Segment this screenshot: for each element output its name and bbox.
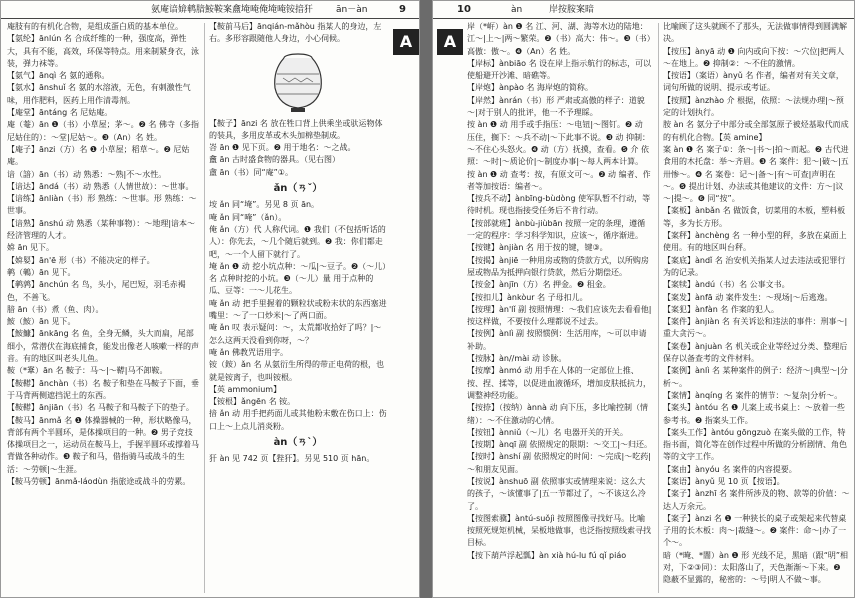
entry: 比喻顾了这头就顾不了那头，无法做事情得到圆满解决。 <box>663 22 847 44</box>
entry: 【案情】ànqíng 名 案件的情节：～复杂|分析～。 <box>663 390 843 400</box>
entry: 垵 ǎn 同“埯”。另见 8 页 ān。 <box>209 200 320 210</box>
entry: 【岸炮】ànpào 名 海岸炮的简称。 <box>467 83 593 93</box>
section-heading: àn（ㄢˋ） <box>273 437 323 449</box>
entry: 【鞍鞯】ānjiān（书）名 马鞍子和马鞍子下的垫子。 <box>7 403 194 413</box>
entry: 【案头】àntóu 名 ❶ 儿案上或书桌上：～放着一些参考书。❷ 指案头工作。 <box>663 403 845 425</box>
entry: 【案件】ànjiàn 名 有关诉讼和违法的事件：刑事～|重大贪污～。 <box>663 317 848 339</box>
left-page-number: 9 <box>399 4 406 15</box>
right-header-chars: 岸按胺案暗 <box>549 5 595 15</box>
left-page <box>0 0 420 598</box>
right-page-number: 10 <box>457 4 471 15</box>
entry: 【按说】ànshuō 副 依照事实或情理来说：这么大的孩子，～该懂事了|五一节都过了，～不该这么冷了。 <box>467 476 646 511</box>
entry: 【英 ammonium】 <box>209 384 282 394</box>
entry: 庵肢有的有机化合物，是组成蛋白质的基本单位。 <box>7 22 183 31</box>
entry: 【鞍鞯】ānchàn（书）名 鞍子和垫在马鞍子下面，垂于马背两侧遮挡泥土的东西。 <box>7 378 199 400</box>
entry: 【氨纶】ānlún 名 合成纤维的一种，强度高，弹性大，具有不能，高效，环保等特点。用来制紧身衣，泳装，弹力袜等。 <box>7 34 199 68</box>
entry: 【按理】àn'lǐ 副 按照情理：～我们应该先去看看他|按这样做，不要按什么理都说不过去。 <box>467 304 652 327</box>
right-column-1 <box>467 21 653 597</box>
entry: 【案秤】ànchèng 名 一种小型的秤，多放在桌面上使用。有的地区叫台秤。 <box>663 231 847 253</box>
entry: 【氨水】ānshuǐ 名 氨的水溶液，无色，有刺激性气味，用作肥料，医药上用作清毒剂。 <box>7 83 191 105</box>
entry: 【按兵不动】ànbīng-bùdòng 使军队暂不行动，等待时机。现也指接受任务后不肯行动。 <box>467 194 651 216</box>
left-header-chars: 氨庵谙媕鹌腤鮟鞍案盫埯唵俺埯唵铵揞犴 <box>151 5 314 15</box>
letter-tab: A <box>393 29 419 55</box>
entry: 犴 àn 见 742 页【狴犴】。另见 510 页 hān。 <box>209 454 375 464</box>
entry: 唵 ǎn 同“唵”（ǎn）。 <box>209 212 287 222</box>
left-column-2 <box>209 21 387 597</box>
left-header-pinyin: ān－àn <box>336 5 368 15</box>
entry: 庵（菴）ān ❶（书）小草屋；茅～。❷ 名 佛寺（多指尼姑住的）：～堂|尼姑～。❸（An）名 姓。 <box>7 120 199 142</box>
entry: 【案底】àndǐ 名 治安机关指某人过去违法或犯罪行为的记录。 <box>663 255 846 277</box>
entry: 【按照】ànzhào 介 根据，依照：～法规办理|～预定的计划执行。 <box>663 95 844 118</box>
entry: 鹌（鵪）ān 见下。 <box>7 267 76 277</box>
column-divider <box>658 23 659 593</box>
book-gutter <box>420 0 432 598</box>
entry: 【按键】ànjiàn 名 用于按的键，键③。 <box>467 243 608 253</box>
entry: 盦 ān（书）同“庵”①。 <box>209 167 293 177</box>
entry: 【案子】ànzi 名 ❶ 一种狭长的桌子或架起来代替桌子用的长木板：肉～|裁缝～。❷ 案件：命～|办了一个～。 <box>663 513 847 548</box>
entry: 【案犯】ànfàn 名 作案的犯人。 <box>663 304 779 314</box>
left-column-1 <box>7 21 199 597</box>
entry: 鞍（*鞌）ān 名 鞍子：马～|～鞯|马不卸鞍。 <box>7 366 168 376</box>
entry: 按 àn ❶ 动 用手或手指压：～电钮|～图钉。❷ 动 压住，搁下：～兵不动|～下此事不说。❸ 动 抑制：～不住心头怒火。❹ 动（方）抚摸，查看。❺ 介 依照：～时|～质论价|～制度办事|～每人两本计算。 <box>467 120 650 167</box>
entry: 【鞍马劳顿】ānmǎ-láodùn 指旅途或战斗的劳累。 <box>7 476 191 486</box>
entry: 【按金】ànjīn（方）名 押金。❷ 租金。 <box>467 280 611 290</box>
entry: 【岸然】ànrán（书）形 严肃或高傲的样子：道貌～|对于别人的批评，他一不予理睬。 <box>467 95 645 118</box>
entry: 【鮟鱇】ānkāng 名 鱼，全身无鳞，头大而扁，尾部细小，常潜伏在海底捕食，能发出像老人咳嗽一样的声音。有的地区叫老头儿鱼。 <box>7 329 199 364</box>
letter-tab: A <box>437 29 463 55</box>
entry: 腤 ān（书）煮（鱼、肉）。 <box>7 304 104 314</box>
entry: 【庵子】ānzi（方）名 ❶ 小草屋；稻草～。❷ 尼姑庵。 <box>7 144 190 167</box>
entry: 【鞍马】ānmǎ 名 ❶ 体操器械的一种，形状略像马，背部有两个半圆环，是体操项目的一种。❷ 男子竞技体操项目之一，运动员在鞍马上，手握半圆环或撑着马背做各种动作。❸ 鞍子和马，借指骑马或战斗的生活：～劳顿|～生涯。 <box>7 415 199 474</box>
entry: 【按期】ànqī 副 依照规定的限期：～交工|～归还。 <box>467 440 653 450</box>
entry: 唵 ǎn 叹 表示疑问：～，太荒都收拾好了吗？|～怎么这两天没看到你呀，～？ <box>209 323 382 345</box>
entry: 【案犊】àndú（书）名 公事文书。 <box>663 280 790 290</box>
entry: 【按压】ànyā 动 ❶ 向内或向下按：～穴位|把两人～在地上。❷ 抑制②：～不住的激情。 <box>663 46 845 68</box>
entry: 【按捺】（按纳）ànnà 动 向下压，多比喻控制（情绪）：～不住激动的心情。 <box>467 403 649 425</box>
entry: 【按部就班】ànbù-jiùbān 按照一定的条理，遵循一定的程序：学习科学知识，应该～，循序渐进。 <box>467 218 646 241</box>
right-page-header <box>433 1 854 19</box>
entry: 【案例】ànlì 名 某种案件的例子：经济～|典型～|分析～。 <box>663 366 848 388</box>
entry: 揞 ǎn 动 用手把药面儿或其他粉末敷在伤口上：伤口上～上点儿消炎粉。 <box>209 409 387 431</box>
entry: 岸（*㟁）àn ❶ 名 江、河、湖、海等水边的陆地：江～|上～|两～繁荣。❷（书）高大：伟～。❸（书）高傲：傲～。❹（An）名 姓。 <box>467 22 651 56</box>
entry: 【案发】ànfā 动 案件发生：～现场|～后逃逸。 <box>663 292 833 302</box>
entry: 【按扣儿】ànkòur 名 子母扣儿。 <box>467 292 588 302</box>
entry: 案 àn ❶ 名 案子①：条～|书～|拍～而起。❷ 古代进食用的木托盘：举～齐眉。❸ 名 案件：犯～|破～|五卅惨～。❹ 名 案卷：记～|备～|有～可查|声明在～。❺ 提出计划、办法或其他建议的文件：方～|议～|提～。❻ 同“按”。 <box>663 144 849 204</box>
right-header-pinyin: àn <box>511 5 523 15</box>
entry: 【庵堂】āntáng 名 尼姑庵。 <box>7 108 113 118</box>
entry: 胺 àn 名 氨分子中部分或全部氢原子被烃基取代而成的有机化合物。【英 amine】 <box>663 120 849 142</box>
entry: 谙（諳）ān（书）动 熟悉：～熟|不～水性。 <box>7 169 167 179</box>
entry: 【谙达】āndá（书）动 熟悉（人情世故）：～世事。 <box>7 181 194 191</box>
entry: 盫 ān 古时盛食物的器具。（见右图） <box>209 155 341 165</box>
entry: 唵 ǎn 佛教咒语用字。 <box>209 347 289 357</box>
entry: 【岸标】ànbiāo 名 设在岸上指示航行的标志，可以使船避开沙滩、暗礁等。 <box>467 58 652 81</box>
right-page <box>432 0 855 598</box>
left-page-header <box>1 1 419 19</box>
entry: 【案卷】ànjuàn 名 机关或企业等经过分类、整理后保存以备查考的文件材料。 <box>663 341 848 364</box>
entry: 【按钮】ànniǔ（～儿）名 电器开关的开关。 <box>467 427 628 437</box>
entry: 唵 ǎn 动 把手里握着的颗粒状或粉末状的东西塞进嘴里：～了一口炒米|～了两口面。 <box>209 298 387 321</box>
entry: 【氨气】ānqì 名 氨的通称。 <box>7 71 110 81</box>
entry: 【按摩】ànmó 动 用手在人体的一定部位上推、按、捏、揉等，以促进血液循环，增加皮肤抵抗力，调整神经功能。 <box>467 366 651 400</box>
entry: 【谙练】ānliàn（书）形 熟练：～世事。形 熟练：～世事。 <box>7 194 197 216</box>
entry: 媕 ān 见下。 <box>7 243 55 253</box>
entry: 埯 ǎn ❶ 动 挖小坑点种：～瓜|～豆子。❷（～儿）名 点种时挖的小坑。❸（～儿）量 用于点种的瓜、豆等：一～儿花生。 <box>209 261 387 296</box>
entry: 【按下葫芦浮起瓢】àn xià hú-lu fú qǐ piáo <box>467 550 627 560</box>
right-column-2 <box>663 21 851 597</box>
entry: 峇 ān ❶ 见下页。❷ 用于地名：～之战。 <box>209 143 356 153</box>
entry: 【按揭】ànjiē 一种用房或物的贷款方式，以所购房屋或物品为抵押向银行贷款，然后分期偿还。 <box>467 255 649 277</box>
entry: 俺 ǎn（方）代 人称代词。❶ 我们（不包括听话的人）：你先去，～几个随后就到。❷ 我：你们都走吧，～一个人留下就行了。 <box>209 224 386 259</box>
entry: 【按例】ànlì 副 按照惯例：生活用库，～可以申请补助。 <box>467 329 647 351</box>
entry: 鮟（鮟）ān 见下。 <box>7 317 76 327</box>
entry: 【铵根】ǎngēn 名 铵。 <box>209 397 296 407</box>
entry: 【媕娿】ān'ē 形（书）不能决定的样子。 <box>7 255 155 265</box>
entry: 【按图索骥】àntú-suǒjì 按照图像寻找好马。比喻按照死规矩机械，呆板地做事，也泛指按照线索寻找目标。 <box>467 513 651 548</box>
entry: 暗（*晻、*闇）àn ❶ 形 光线不足，黑暗（跟“明”相对，下②③同）：太阳落山了，天色渐渐～下来。❷ 隐蔽不显露的，秘密的：～号|明人不做～事。 <box>663 550 849 585</box>
section-heading: ǎn（ㄢˇ） <box>273 183 323 195</box>
entry: 【鞍子】ānzi 名 放在牲口背上供乘坐或驮运物体的装具，多用皮革或木头加棉垫制成。 <box>209 118 383 140</box>
entry: 【按时】ànshí 副 依照规定的时间：～完成|～吃药|～和朋友见面。 <box>467 452 651 474</box>
jar-illustration-icon <box>263 50 333 114</box>
entry: 【案板】ànbǎn 名 做饭食，切菜用的木板，塑料板等，多为长方形。 <box>663 206 846 228</box>
entry: 【按脉】àn//mài 动 诊脉。 <box>467 354 567 364</box>
entry: 【按语】（案语）ànyǔ 名 作者，编者对有关文章，词句所做的说明、提示或考证。 <box>663 71 844 93</box>
entry: 【案头工作】àntóu gōngzuò 在案头做的工作，特指书面，简化等在创作过程中所做的分析剧情、角色等的文字工作。 <box>663 427 847 462</box>
entry: 铵（銨）ǎn 名 从氨衍生所得的带正电荷的根，也就是铵离子，也叫铵根。 <box>209 360 385 382</box>
entry: 【案由】ànyóu 名 案件的内容提要。 <box>663 464 797 474</box>
column-divider <box>204 23 205 593</box>
entry: 【鞍前马后】ānqián-mǎhòu 指某人的身边，左右。多形容跟随他人身边，小心伺候。 <box>209 22 382 44</box>
entry: 按 àn ❶ 动 查考：按，有原文可～。❷ 动 编者、作者等加按语：编者～。 <box>467 169 651 191</box>
entry: 【案语】ànyǔ 见 10 页【按语】。 <box>663 476 785 486</box>
entry: 【鹌鹑】ānchún 名 鸟，头小，尾巴短，羽毛赤褐色，不善飞。 <box>7 280 186 302</box>
entry: 【谙熟】ānshú 动 熟悉（某种事物）：～地理|谙本～经济管理的人才。 <box>7 218 196 241</box>
entry: 【案子】ànzhī 名 案件所涉及的物、款等的价值：～达人万余元。 <box>663 489 850 511</box>
